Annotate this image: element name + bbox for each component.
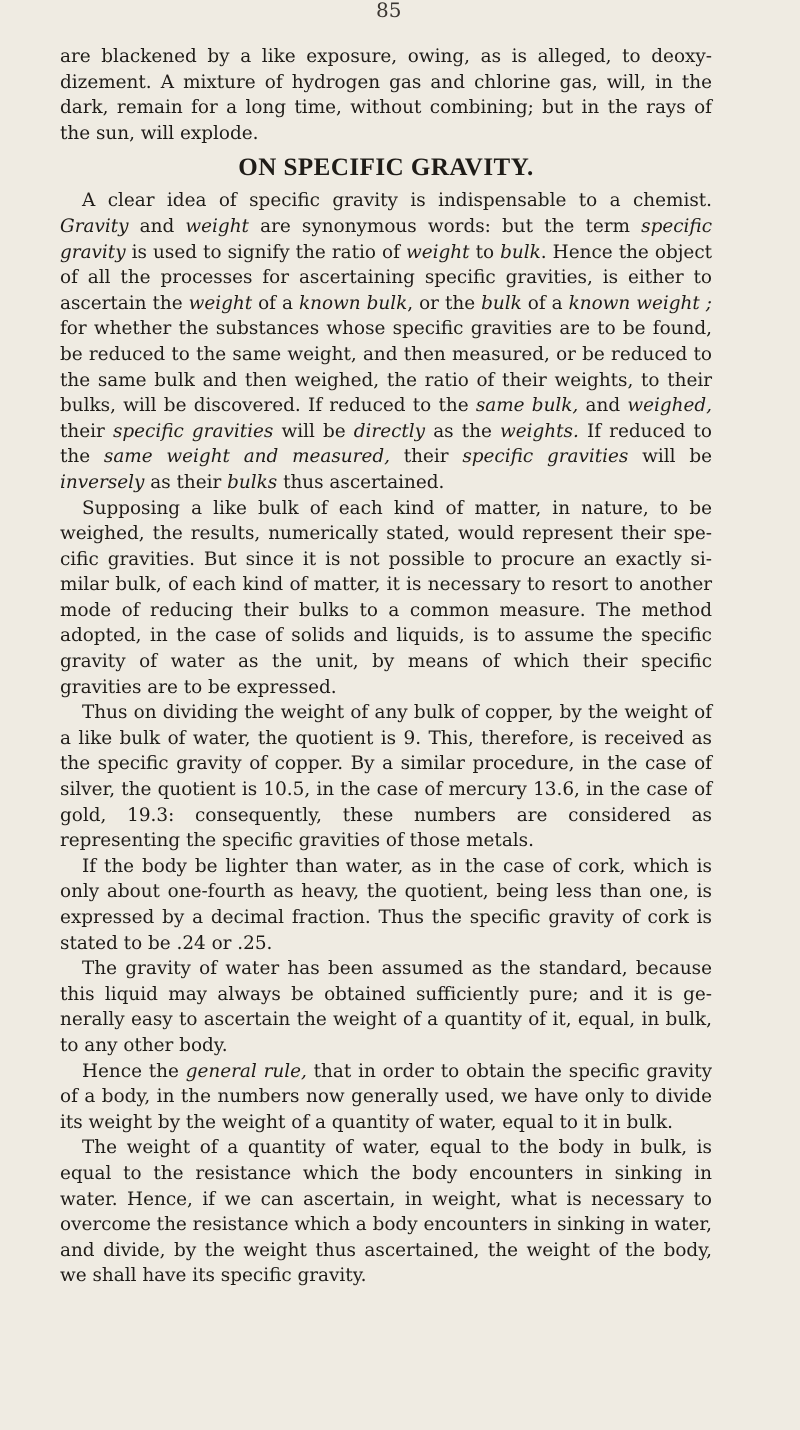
p1-em-gravity: Gravity bbox=[60, 215, 129, 237]
p1-em-specific-gravity: specific gravity bbox=[60, 215, 712, 263]
p1-em-weight: weight bbox=[185, 215, 249, 237]
paragraph-6 bbox=[60, 1059, 712, 1136]
paragraph-7: The weight of a quantity of water, equal to the body in bulk, is equal to the resistance which the body encounters in sinking in water. Hence, if we can ascertain, in weight, what is necessary to overcome the resistance which a body encounters in sinking in water, and divide, by the weight thus ascertained, the weight of the body, we shall have its specific gravity. bbox=[60, 1137, 712, 1287]
p1-text: their bbox=[389, 446, 463, 468]
section-heading: ON SPECIFIC GRAVITY. bbox=[238, 154, 534, 182]
p1-em-same-bulk: same bulk, bbox=[475, 395, 579, 417]
p1-text: as their bbox=[144, 471, 228, 493]
p1-em-bulk: bulk bbox=[481, 292, 522, 314]
paragraph-1 bbox=[60, 188, 712, 495]
p1-text: , or the bbox=[407, 292, 482, 314]
p1-text: to bbox=[469, 241, 501, 263]
p1-em-weights: weights. bbox=[500, 420, 579, 442]
p1-text: their bbox=[60, 420, 113, 442]
p1-em-weighed: weighed, bbox=[627, 395, 713, 417]
paragraph-3: Thus on dividing the weight of any bulk of copper, by the weight of a like bulk of water, the quotient is 9. This, therefore, is received as the specific gravity of copper. By a similar procedure, in the case of silver, the quotient is 10.5, in the case of mercury 13.6, in the case of gold, 19.3: consequently, these numbers are considered as representing the specific gravities of those metals. bbox=[60, 702, 712, 852]
p1-text: will be bbox=[628, 446, 712, 468]
p6-em-general-rule: general rule, bbox=[185, 1060, 307, 1082]
paragraph-2: Supposing a like bulk of each kind of matter, in nature, to be weighed, the results, numerically stated, would represent their specific gravities. But since it is not possible to procure an exactly similar bulk, of each kind of matter, it is necessary to resort to another mode of reducing their bulks to a common measure. The method adopted, in the case of solids and liquids, is to assume the specific gravity of water as the unit, by means of which their specific gravities are to be expressed. bbox=[60, 497, 712, 698]
p1-em-same-weight-measured: same weight and measured, bbox=[103, 446, 390, 468]
p1-text: will be bbox=[273, 420, 354, 442]
p1-text: of a bbox=[252, 292, 299, 314]
p1-text: thus ascertained. bbox=[277, 471, 445, 493]
opening-paragraph: are blackened by a like exposure, owing, as is alleged, to deoxydizement. A mixture of hydrogen gas and chlorine gas, will, in the dark, remain for a long time, without combining; but in the rays of the sun, will explode. bbox=[60, 46, 712, 144]
p6-text: that in order to obtain the specific gravity of a body, in the numbers now generally used, we have only to divide its weight by the weight of a quantity of water, equal to it in bulk. bbox=[60, 1060, 713, 1133]
p1-em-specific-gravities: specific gravities bbox=[112, 420, 274, 442]
p1-em-directly: directly bbox=[353, 420, 426, 442]
p1-text: and bbox=[128, 215, 186, 237]
p6-text: Hence the bbox=[82, 1060, 186, 1082]
p1-text: If reduced to the bbox=[60, 420, 712, 468]
p1-text: is used to signify the ratio of bbox=[125, 241, 406, 263]
p1-em-weight: weight bbox=[405, 241, 470, 263]
p1-em-known-bulk: known bulk bbox=[298, 292, 408, 314]
p1-em-bulk: bulk bbox=[500, 241, 541, 263]
p1-em-known-weight: known weight ; bbox=[568, 292, 712, 314]
p1-em-specific-gravities: specific gravities bbox=[462, 446, 629, 468]
p1-text: are synonymous words: but the term bbox=[248, 215, 642, 237]
p1-text: A clear idea of specific gravity is indispensable to a chemist. bbox=[82, 190, 712, 212]
p1-text: and bbox=[578, 395, 628, 417]
p1-em-bulks: bulks bbox=[227, 471, 278, 493]
p1-text: of a bbox=[521, 292, 569, 314]
paragraph-5: The gravity of water has been assumed as the standard, because this liquid may always be obtained sufficiently pure; and it is generally easy to ascertain the weight of a quantity of it, equal, in bulk, to any other body. bbox=[60, 958, 712, 1056]
paragraph-4: If the body be lighter than water, as in the case of cork, which is only about one-fourth as heavy, the quotient, being less than one, is expressed by a decimal fraction. Thus the specific gravity of cork is stated to be .24 or .25. bbox=[60, 855, 712, 954]
p1-text: . Hence the object of all the processes for ascertaining specific gravities, is either to ascertain the bbox=[60, 241, 713, 314]
p1-text: as the bbox=[425, 420, 500, 442]
p1-text: for whether the substances whose specific gravities are to be found, be reduced to the same weight, and then measured, or be reduced to the same bulk and then weighed, the ratio of their weights, to their bulks, will be discovered. If reduced to the bbox=[60, 318, 712, 417]
p1-em-inversely: inversely bbox=[60, 471, 145, 493]
page-number: 85 bbox=[376, 0, 402, 22]
p1-em-weight: weight bbox=[188, 292, 253, 314]
